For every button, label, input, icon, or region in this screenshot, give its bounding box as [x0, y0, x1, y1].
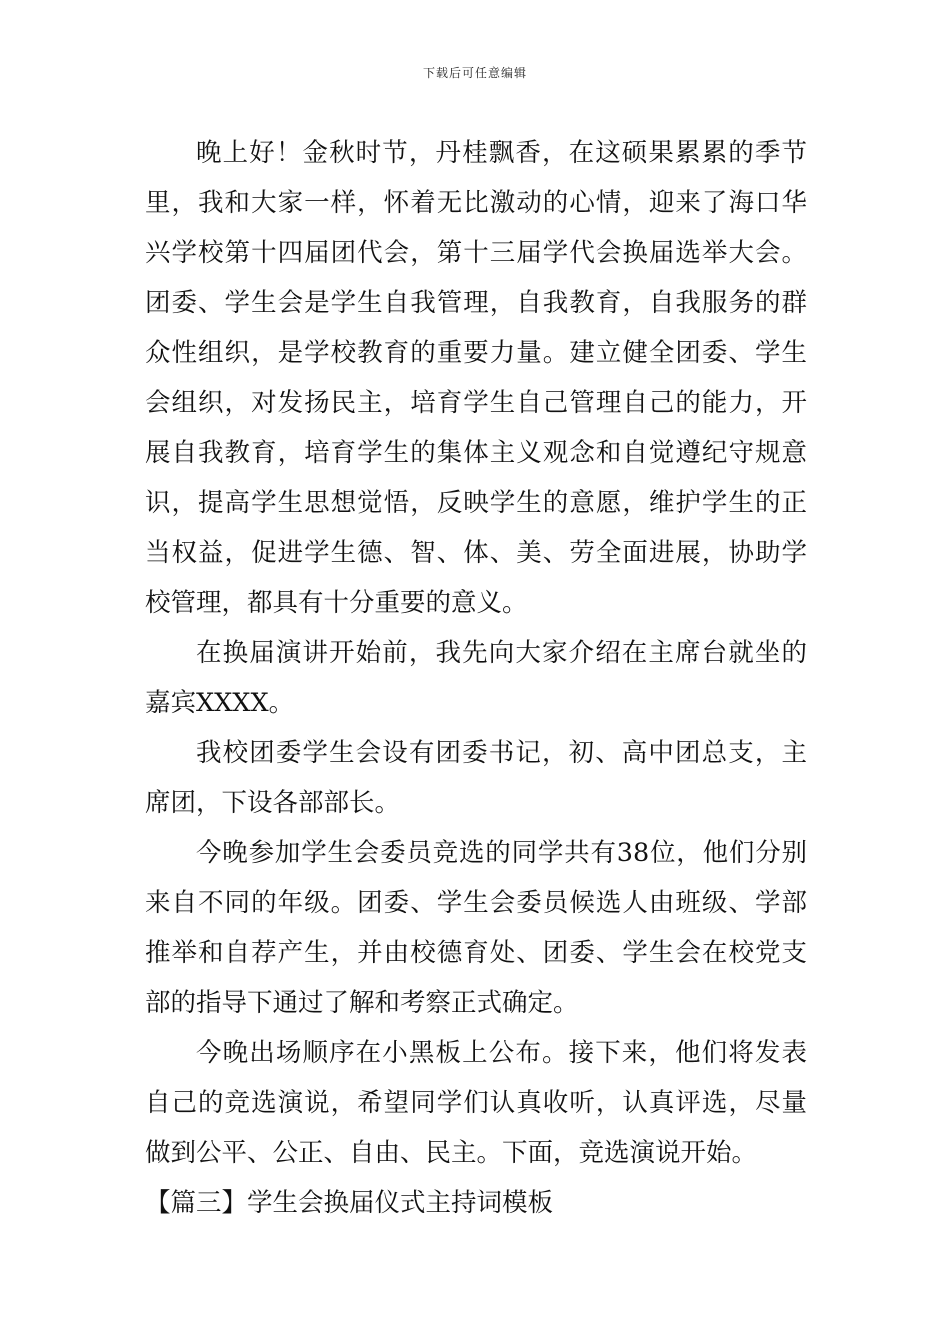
paragraph-guests: 在换届演讲开始前，我先向大家介绍在主席台就坐的嘉宾XXXX。	[145, 638, 807, 718]
section-heading: 【篇三】学生会换届仪式主持词模板	[145, 1188, 554, 1218]
paragraph-candidates: 今晚参加学生会委员竞选的同学共有38位，他们分别来自不同的年级。团委、学生会委员候选人由班级、学部推举和自荐产生，并由校德育处、团委、学生会在校党支部的指导下通过了解和考察正式确定。	[145, 838, 807, 1018]
document-body	[145, 128, 807, 1228]
paragraph-organization: 我校团委学生会设有团委书记，初、高中团总支，主席团，下设各部部长。	[145, 738, 807, 818]
paragraph-opening: 晚上好！金秋时节，丹桂飘香，在这硕果累累的季节里，我和大家一样，怀着无比激动的心情，迎来了海口华兴学校第十四届团代会，第十三届学代会换届选举大会。团委、学生会是学生自我管理，自我教育，自我服务的群众性组织，是学校教育的重要力量。建立健全团委、学生会组织，对发扬民主，培育学生自己管理自己的能力，开展自我教育，培育学生的集体主义观念和自觉遵纪守规意识，提高学生思想觉悟，反映学生的意愿，维护学生的正当权益，促进学生德、智、体、美、劳全面进展，协助学校管理，都具有十分重要的意义。	[145, 138, 807, 618]
paragraph-order: 今晚出场顺序在小黑板上公布。接下来，他们将发表自己的竞选演说，希望同学们认真收听，认真评选，尽量做到公平、公正、自由、民主。下面，竞选演说开始。	[145, 1038, 807, 1168]
page-header: 下载后可任意编辑	[422, 66, 527, 80]
